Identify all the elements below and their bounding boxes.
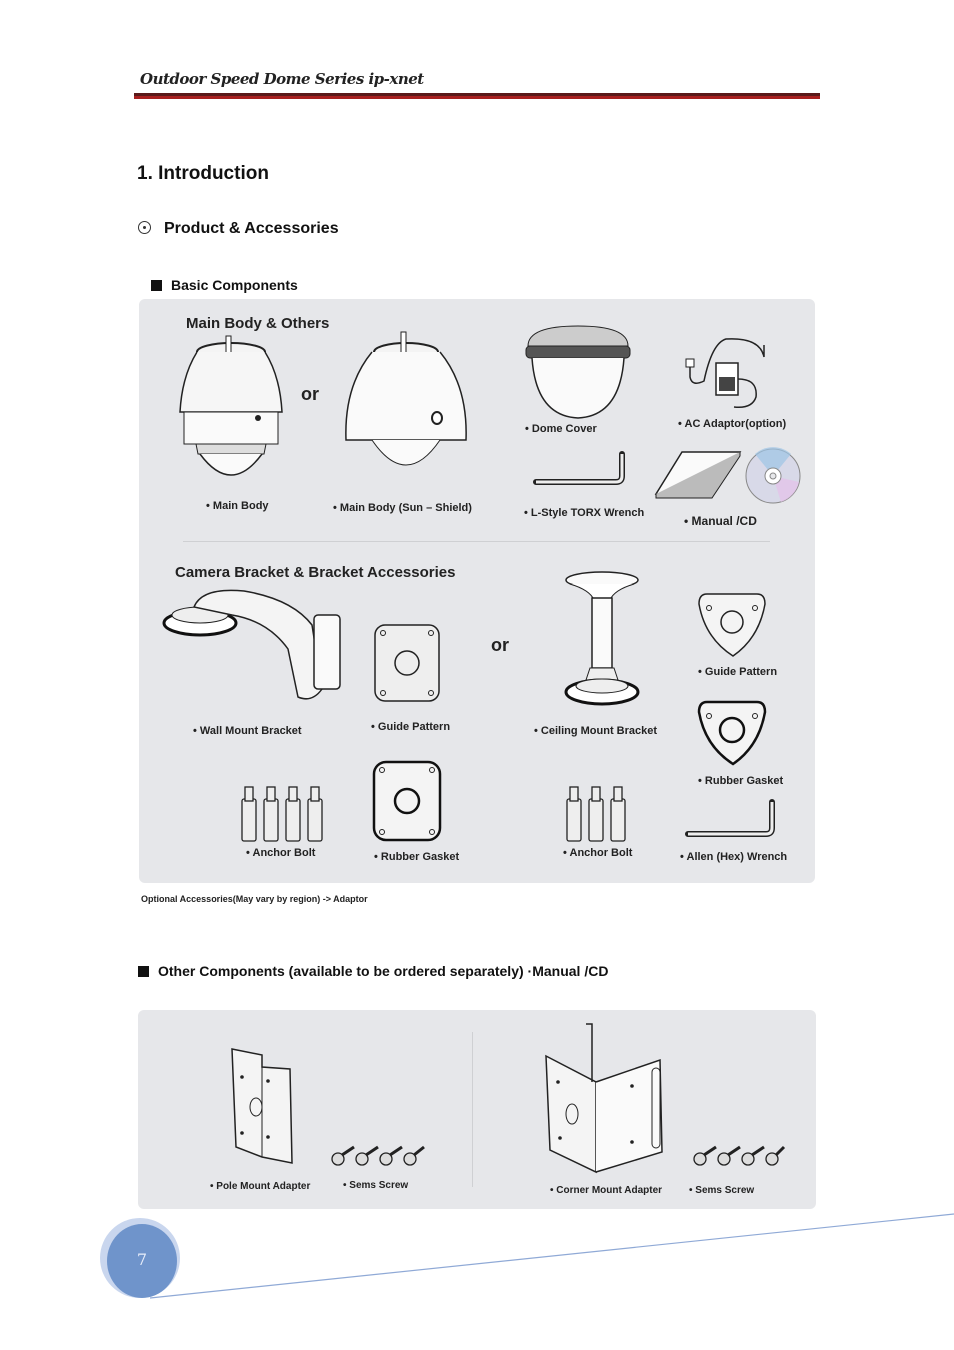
anchor-bolt-left-image [240, 785, 328, 843]
page-number: 7 [107, 1224, 177, 1298]
dome-cover-label: • Dome Cover [525, 423, 597, 435]
circle-bullet-icon [138, 221, 151, 234]
pole-mount-adapter-image [228, 1047, 298, 1165]
square-bullet-icon [138, 966, 149, 977]
l-style-torx-wrench-image [534, 452, 626, 492]
or-text-top: or [301, 384, 319, 404]
panel-divider [183, 541, 770, 542]
ceiling-mount-bracket-label: • Ceiling Mount Bracket [534, 725, 657, 737]
guide-pattern-left-label: • Guide Pattern [371, 721, 450, 733]
guide-pattern-right-label: • Guide Pattern [698, 666, 777, 678]
allen-hex-wrench-image [686, 800, 778, 840]
wall-mount-bracket-label: • Wall Mount Bracket [193, 725, 302, 737]
subsection-heading [138, 220, 339, 238]
basic-components-heading [151, 277, 298, 293]
manual-book-image [654, 450, 744, 500]
cd-disc-image [745, 448, 801, 504]
basic-components-heading-text: Basic Components [171, 277, 298, 293]
header-rule-accent [134, 96, 820, 99]
sems-screw-left-image [328, 1145, 424, 1171]
corner-mount-adapter-image [542, 1022, 668, 1172]
rubber-gasket-left-label: • Rubber Gasket [374, 851, 459, 863]
guide-pattern-right-image [697, 590, 767, 660]
running-header: Outdoor Speed Dome Series ip-xnet [140, 70, 424, 88]
other-panel-divider [472, 1032, 473, 1187]
main-body-label: • Main Body [206, 500, 269, 512]
anchor-bolt-right-label: • Anchor Bolt [563, 847, 632, 859]
main-body-image [176, 336, 286, 481]
allen-hex-wrench-label: • Allen (Hex) Wrench [680, 851, 787, 863]
sems-screw-left-label: • Sems Screw [343, 1180, 408, 1191]
corner-mount-adapter-label: • Corner Mount Adapter [550, 1185, 662, 1196]
ac-adaptor-image [682, 335, 772, 410]
optional-accessories-note: Optional Accessories(May vary by region) -> Adaptor [141, 894, 368, 904]
square-bullet-icon [151, 280, 162, 291]
anchor-bolt-right-image [565, 785, 631, 843]
anchor-bolt-left-label: • Anchor Bolt [246, 847, 315, 859]
ac-adaptor-label: • AC Adaptor(option) [678, 418, 786, 430]
rubber-gasket-right-label: • Rubber Gasket [698, 775, 783, 787]
main-body-section-title: Main Body & Others [186, 315, 330, 332]
guide-pattern-left-image [373, 623, 441, 703]
ceiling-mount-bracket-image [560, 570, 645, 712]
rubber-gasket-right-image [697, 698, 767, 768]
other-components-heading [138, 963, 608, 979]
subsection-heading-text: Product & Accessories [164, 220, 339, 237]
manual-cd-label: • Manual /CD [684, 514, 757, 528]
rubber-gasket-left-image [372, 760, 442, 842]
sems-screw-right-image [690, 1145, 786, 1171]
other-components-heading-text: Other Components (available to be ordered separately) ·Manual /CD [158, 963, 609, 979]
wall-mount-bracket-image [162, 585, 347, 710]
bracket-section-title: Camera Bracket & Bracket Accessories [175, 564, 456, 581]
section-heading: 1. Introduction [137, 163, 269, 184]
main-body-sun-shield-image [344, 330, 469, 476]
dome-cover-image [522, 322, 634, 420]
main-body-sun-shield-label: • Main Body (Sun – Shield) [333, 502, 472, 514]
l-style-torx-wrench-label: • L-Style TORX Wrench [524, 507, 644, 519]
sems-screw-right-label: • Sems Screw [689, 1185, 754, 1196]
or-text-bracket: or [491, 635, 509, 655]
pole-mount-adapter-label: • Pole Mount Adapter [210, 1181, 310, 1192]
